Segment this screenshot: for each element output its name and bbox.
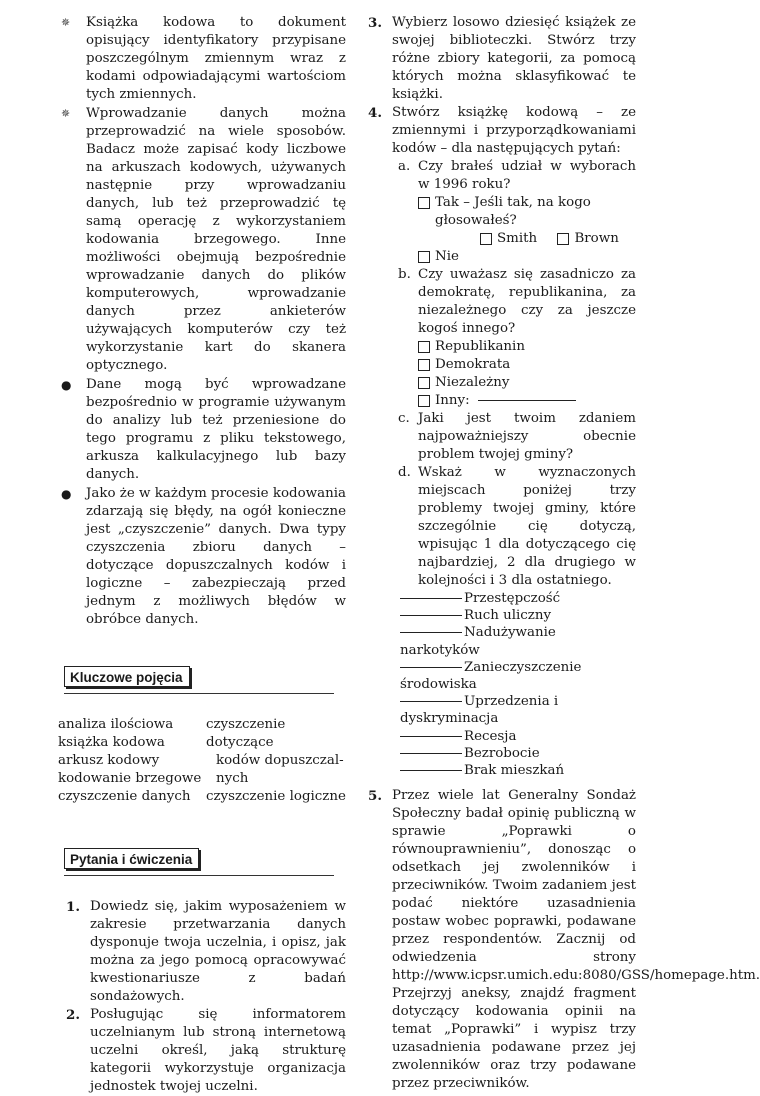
ranking-item [400, 728, 636, 745]
exercise-item [58, 1006, 346, 1096]
answer-blank [400, 598, 462, 599]
ranking-item [400, 659, 636, 693]
subquestion-letter: b. [398, 267, 411, 282]
ranking-item [400, 693, 636, 727]
answer-blank [400, 701, 462, 702]
checkbox-icon [418, 341, 430, 353]
answer-blank [400, 770, 462, 771]
option-label: Demokrata [435, 357, 511, 372]
subquestion [392, 464, 636, 590]
answer-blank [400, 736, 462, 737]
subquestion [392, 158, 636, 194]
answer-blank [478, 400, 576, 401]
ranking-item [400, 590, 636, 607]
ranking-item [400, 762, 636, 779]
ranking-list [360, 590, 636, 779]
exercise-number: 2. [66, 1007, 80, 1023]
exercise-number: 1. [66, 899, 80, 915]
key-term: czyszczenie danych [58, 789, 191, 804]
checkbox-option [418, 194, 636, 230]
checkbox-icon [418, 395, 430, 407]
ranking-item [400, 745, 636, 762]
exercise-text: Stwórz książkę kodową – ze zmiennymi i przyporządkowaniami kodów – dla następujących pytań: [392, 105, 636, 156]
checkbox-icon [418, 197, 430, 209]
ranking-item [400, 607, 636, 624]
key-term: arkusz kodowy [58, 753, 160, 768]
subquestion-text: Czy uważasz się zasadniczo za demokratę, republikanina, za niezależnego czy za jeszcze kogoś innego? [418, 267, 636, 336]
ranking-label: Bezrobocie [464, 745, 540, 761]
answer-blank [400, 632, 462, 633]
option-label: Brown [574, 231, 619, 246]
option-label: Niezależny [435, 375, 510, 390]
subquestion-letter: d. [398, 465, 411, 480]
ranking-label: Recesja [464, 728, 517, 744]
checkbox-option [418, 356, 636, 374]
divider [64, 693, 334, 694]
option-label: Inny: [435, 393, 470, 408]
exercise-number: 3. [368, 15, 382, 31]
key-terms-list [58, 716, 346, 806]
ranking-label: Brak mieszkań [464, 763, 565, 779]
subquestion-letter: a. [398, 159, 411, 174]
key-term: czyszczenie logiczne [206, 789, 346, 804]
answer-blank [400, 615, 462, 616]
exercise-item [360, 787, 760, 1093]
bullet-text: Wprowadzanie danych można przeprowadzić na wiele sposobów. Badacz może zapisać kody liczbowe na arkuszach kodowych, używanych następnie przy wprowadzaniu danych, lub też przeprowadzić tę samą operację z wykorzystaniem kodowania brzegowego. Inne możliwości obejmują bezpośrednie wprowadzanie danych do plików komputerowych, wprowadzanie danych przez ankieterów używających komputerów czy też wykorzystanie kart do skanera optycznego. [86, 106, 346, 373]
subquestion-text: Wskaż w wyznaczonych miejscach poniżej trzy problemy twojej gminy, które szczególnie cię dotyczą, wpisując 1 dla dotyczącego cię najbardziej, 2 dla drugiego w kolejności i 3 dla ostatniego. [418, 465, 636, 588]
exercise-item [360, 104, 636, 158]
left-column [58, 14, 346, 1096]
ranking-label: Nadużywanie narkotyków [400, 625, 556, 658]
key-term: książka kodowa [58, 735, 165, 750]
exercises-heading: Pytania i ćwiczenia [64, 848, 199, 869]
right-column [360, 14, 760, 1093]
bullet-asterisk-icon: ✵ [61, 107, 71, 120]
answer-blank [400, 753, 462, 754]
subquestion [392, 410, 636, 464]
summary-bullet [58, 14, 346, 104]
key-terms-heading: Kluczowe pojęcia [64, 666, 190, 687]
checkbox-option [418, 338, 636, 356]
checkbox-option [480, 230, 537, 248]
bullet-text: Książka kodowa to dokument opisujący identyfikatory przypisane poszczególnym zmiennym wraz z kodami odpowiadającymi wartościom tych zmiennych. [86, 15, 346, 102]
summary-bullet [58, 376, 346, 484]
ranking-label: Uprzedzenia i dyskryminacja [400, 694, 559, 727]
exercise-number: 4. [368, 105, 382, 121]
exercise-item [58, 898, 346, 1006]
ranking-label: Ruch uliczny [464, 608, 552, 624]
option-label: Smith [497, 231, 538, 246]
checkbox-option [418, 392, 636, 410]
key-term-cont: nych [216, 771, 249, 786]
exercise-text: Dowiedz się, jakim wyposażeniem w zakresie przetwarzania danych dysponuje twoja uczelnia, i opisz, jak można za jego pomocą opracowywać kwestionariusze z badań sondażowych. [90, 899, 346, 1004]
checkbox-option [418, 374, 636, 392]
summary-bullet [58, 105, 346, 375]
bullet-dot-icon: ● [61, 378, 72, 392]
subquestion-letter: c. [398, 411, 410, 426]
bullet-text: Dane mogą być wprowadzane bezpośrednio w programie używanym do analizy lub też przeniesione do tego programu z pliku tekstowego, arkusza kalkulacyjnego lub bazy danych. [86, 377, 346, 482]
subquestion-text: Jaki jest twoim zdaniem najpoważniejszy obecnie problem twojej gminy? [418, 411, 636, 462]
exercise-text: Posługując się informatorem uczelnianym lub stroną internetową uczelni określ, jaką strukturę kategorii wykorzystuje organizacja jednostek twojej uczelni. [90, 1007, 346, 1094]
option-label: Nie [435, 249, 459, 264]
checkbox-option [418, 248, 636, 266]
option-label: Republikanin [435, 339, 525, 354]
key-term: czyszczenie dotyczące [206, 717, 286, 750]
checkbox-option [557, 230, 618, 248]
ranking-item [400, 624, 636, 658]
subquestion-text: Czy brałeś udział w wyborach w 1996 roku? [418, 159, 636, 192]
checkbox-icon [418, 377, 430, 389]
bullet-asterisk-icon: ✵ [61, 16, 71, 29]
checkbox-icon [557, 233, 569, 245]
exercise-text: Wybierz losowo dziesięć książek ze swojej biblioteczki. Stwórz trzy różne zbiory kategorii, za pomocą których można sklasyfikować te książki. [392, 15, 636, 102]
ranking-label: Przestępczość [464, 591, 561, 606]
checkbox-icon [480, 233, 492, 245]
answer-blank [400, 667, 462, 668]
key-term: analiza ilościowa [58, 717, 174, 732]
exercise-number: 5. [368, 788, 382, 805]
option-label: Tak – Jeśli tak, na kogo głosowałeś? [435, 195, 591, 228]
exercise-item [360, 14, 636, 104]
bullet-dot-icon: ● [61, 487, 72, 501]
key-term: kodowanie brzegowe [58, 771, 202, 786]
summary-bullet [58, 485, 346, 629]
bullet-text: Jako że w każdym procesie kodowania zdarzają się błędy, na ogół konieczne jest „czyszczenie” danych. Dwa typy czyszczenia zbioru danych – dotyczące dopuszczalnych kodów i logiczne – zabezpieczają przed jednym z możliwych błędów w obróbce danych. [86, 486, 346, 627]
subquestion [392, 266, 636, 338]
exercise-text: Przez wiele lat Generalny Sondaż Społeczny badał opinię publiczną w sprawie „Poprawki o równouprawnieniu”, donosząc o odsetkach jej zwolenników i przeciwników. Twoim zadaniem jest podać niektóre uzasadnienia postaw wobec poprawki, podawane przez respondentów. Zacznij od odwiedzenia strony http://www.icpsr.umich.edu:8080/GSS/homepage.htm. Przejrzyj aneksy, znajdź fragment dotyczący kodowania opinii na temat „Poprawki” i wypisz trzy uzasadnienia podawane przez jej zwolenników oraz trzy podawane przez przeciwników. [392, 788, 760, 1092]
ranking-label: Zanieczyszczenie środowiska [400, 659, 582, 693]
checkbox-icon [418, 359, 430, 371]
checkbox-icon [418, 251, 430, 263]
key-term-cont: kodów dopuszczal- [216, 753, 344, 768]
